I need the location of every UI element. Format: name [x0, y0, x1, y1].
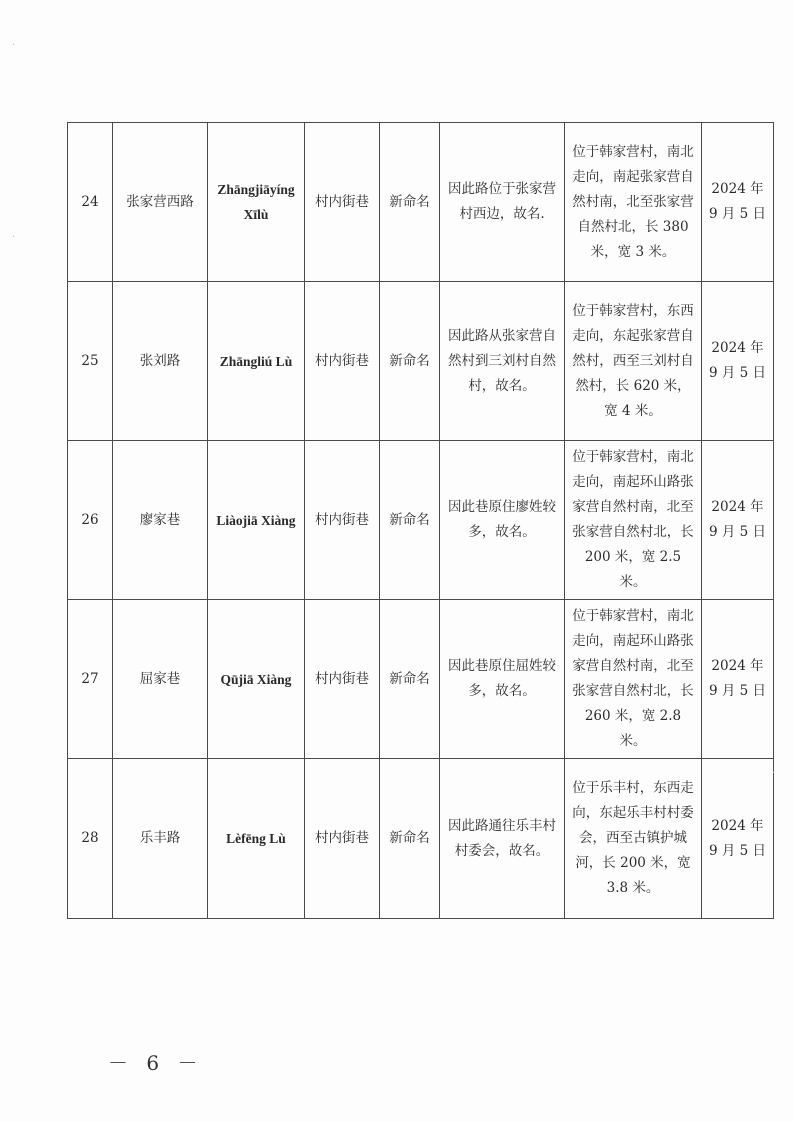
- location-description: 位于韩家营村，南北走向，南起张家营自然村南，北至张家营自然村北，长 380 米，宽 3 米。: [565, 123, 702, 282]
- naming-type: 新命名: [380, 123, 440, 282]
- row-number: 25: [68, 282, 113, 441]
- name-meaning: 因此巷原住廖姓较多，故名。: [440, 441, 565, 600]
- approval-date: 2024 年 9 月 5 日: [702, 759, 774, 919]
- row-number: 27: [68, 600, 113, 759]
- naming-type: 新命名: [380, 282, 440, 441]
- category: 村内街巷: [305, 600, 380, 759]
- place-name-table: [67, 122, 774, 919]
- category: 村内街巷: [305, 282, 380, 441]
- table-row: [68, 759, 774, 919]
- standard-name: 屈家巷: [113, 600, 208, 759]
- table-row: [68, 282, 774, 441]
- category: 村内街巷: [305, 441, 380, 600]
- naming-type: 新命名: [380, 759, 440, 919]
- pinyin-name: Lèfēng Lù: [208, 759, 305, 919]
- table-row: [68, 123, 774, 282]
- approval-date: 2024 年 9 月 5 日: [702, 600, 774, 759]
- table-row: [68, 600, 774, 759]
- name-meaning: 因此巷原住屈姓较多，故名。: [440, 600, 565, 759]
- row-number: 24: [68, 123, 113, 282]
- approval-date: 2024 年 9 月 5 日: [702, 123, 774, 282]
- scan-mark: ·: [772, 768, 776, 779]
- category: 村内街巷: [305, 123, 380, 282]
- pinyin-name: Qūjiā Xiàng: [208, 600, 305, 759]
- table-row: [68, 441, 774, 600]
- name-meaning: 因此路位于张家营村西边，故名.: [440, 123, 565, 282]
- standard-name: 廖家巷: [113, 441, 208, 600]
- page-number: － 6 －: [108, 1051, 204, 1075]
- standard-name: 乐丰路: [113, 759, 208, 919]
- pinyin-name: Liàojiā Xiàng: [208, 441, 305, 600]
- standard-name: 张刘路: [113, 282, 208, 441]
- location-description: 位于韩家营村，东西走向，东起张家营自然村，西至三刘村自然村，长 620 米，宽 4 米。: [565, 282, 702, 441]
- location-description: 位于乐丰村，东西走向，东起乐丰村村委会，西至古镇护城河，长 200 米，宽 3.8 米。: [565, 759, 702, 919]
- pinyin-name: Zhāngliú Lù: [208, 282, 305, 441]
- scan-mark: ·: [12, 40, 16, 51]
- naming-type: 新命名: [380, 441, 440, 600]
- approval-date: 2024 年 9 月 5 日: [702, 282, 774, 441]
- name-meaning: 因此路从张家营自然村到三刘村自然村，故名。: [440, 282, 565, 441]
- scan-mark: ·: [12, 232, 16, 243]
- standard-name: 张家营西路: [113, 123, 208, 282]
- category: 村内街巷: [305, 759, 380, 919]
- pinyin-name: Zhāngjiāyíng Xīlù: [208, 123, 305, 282]
- location-description: 位于韩家营村，南北走向，南起环山路张家营自然村南，北至张家营自然村北，长 200 米，宽 2.5 米。: [565, 441, 702, 600]
- row-number: 26: [68, 441, 113, 600]
- approval-date: 2024 年 9 月 5 日: [702, 441, 774, 600]
- name-meaning: 因此路通往乐丰村村委会，故名。: [440, 759, 565, 919]
- row-number: 28: [68, 759, 113, 919]
- naming-type: 新命名: [380, 600, 440, 759]
- location-description: 位于韩家营村，南北走向，南起环山路张家营自然村南，北至张家营自然村北，长 260 米，宽 2.8 米。: [565, 600, 702, 759]
